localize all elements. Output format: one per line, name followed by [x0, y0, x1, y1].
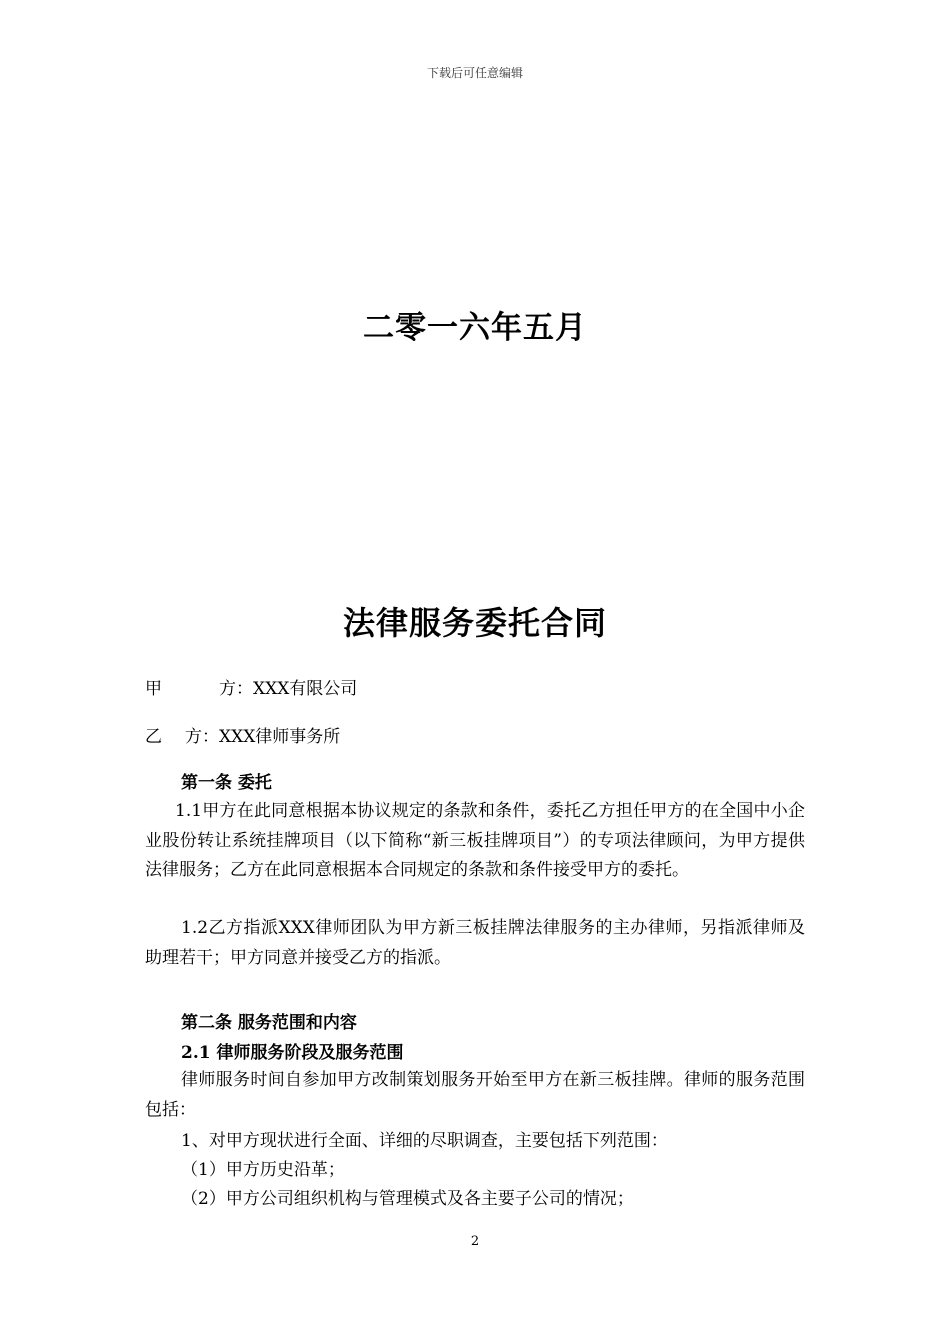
party-b-line — [145, 722, 340, 747]
section-1-paragraph-1: 1.1甲方在此同意根据本协议规定的条款和条件，委托乙方担任甲方的在全国中小企业股份转让系统挂牌项目（以下简称“新三板挂牌项目”）的专项法律顾问，为甲方提供法律服务；乙方在此同意根据本合同规定的条款和条件接受甲方的委托。 — [145, 801, 805, 880]
page-header-note: 下载后可任意编辑 — [426, 66, 523, 80]
party-a-value: XXX有限公司 — [253, 679, 358, 699]
page-number: 2 — [470, 1234, 480, 1249]
party-a-line — [145, 674, 357, 699]
section-2-item-1: 1、对甲方现状进行全面、详细的尽职调查，主要包括下列范围： — [181, 1131, 668, 1151]
party-a-label: 甲 — [145, 679, 162, 699]
section-1-heading: 第一条 委托 — [181, 773, 272, 793]
party-b-colon: 方： — [185, 727, 219, 747]
section-2-heading: 第二条 服务范围和内容 — [181, 1013, 357, 1033]
section-1-paragraph-2: 1.2乙方指派XXX律师团队为甲方新三板挂牌法律服务的主办律师，另指派律师及助理若干；甲方同意并接受乙方的指派。 — [145, 918, 805, 968]
party-b-value: XXX律师事务所 — [219, 727, 341, 747]
section-2-item-1-1: （1）甲方历史沿革； — [181, 1160, 345, 1180]
section-2-subheading: 2.1 律师服务阶段及服务范围 — [181, 1043, 404, 1063]
section-2-paragraph-1: 律师服务时间自参加甲方改制策划服务开始至甲方在新三板挂牌。律师的服务范围包括： — [145, 1070, 805, 1120]
contract-title: 法律服务委托合同 — [342, 604, 607, 642]
cover-date: 二零一六年五月 — [363, 310, 587, 346]
party-b-label: 乙 — [145, 727, 162, 747]
party-a-colon: 方： — [219, 679, 253, 699]
section-2-item-1-2: （2）甲方公司组织机构与管理模式及各主要子公司的情况； — [181, 1189, 634, 1209]
